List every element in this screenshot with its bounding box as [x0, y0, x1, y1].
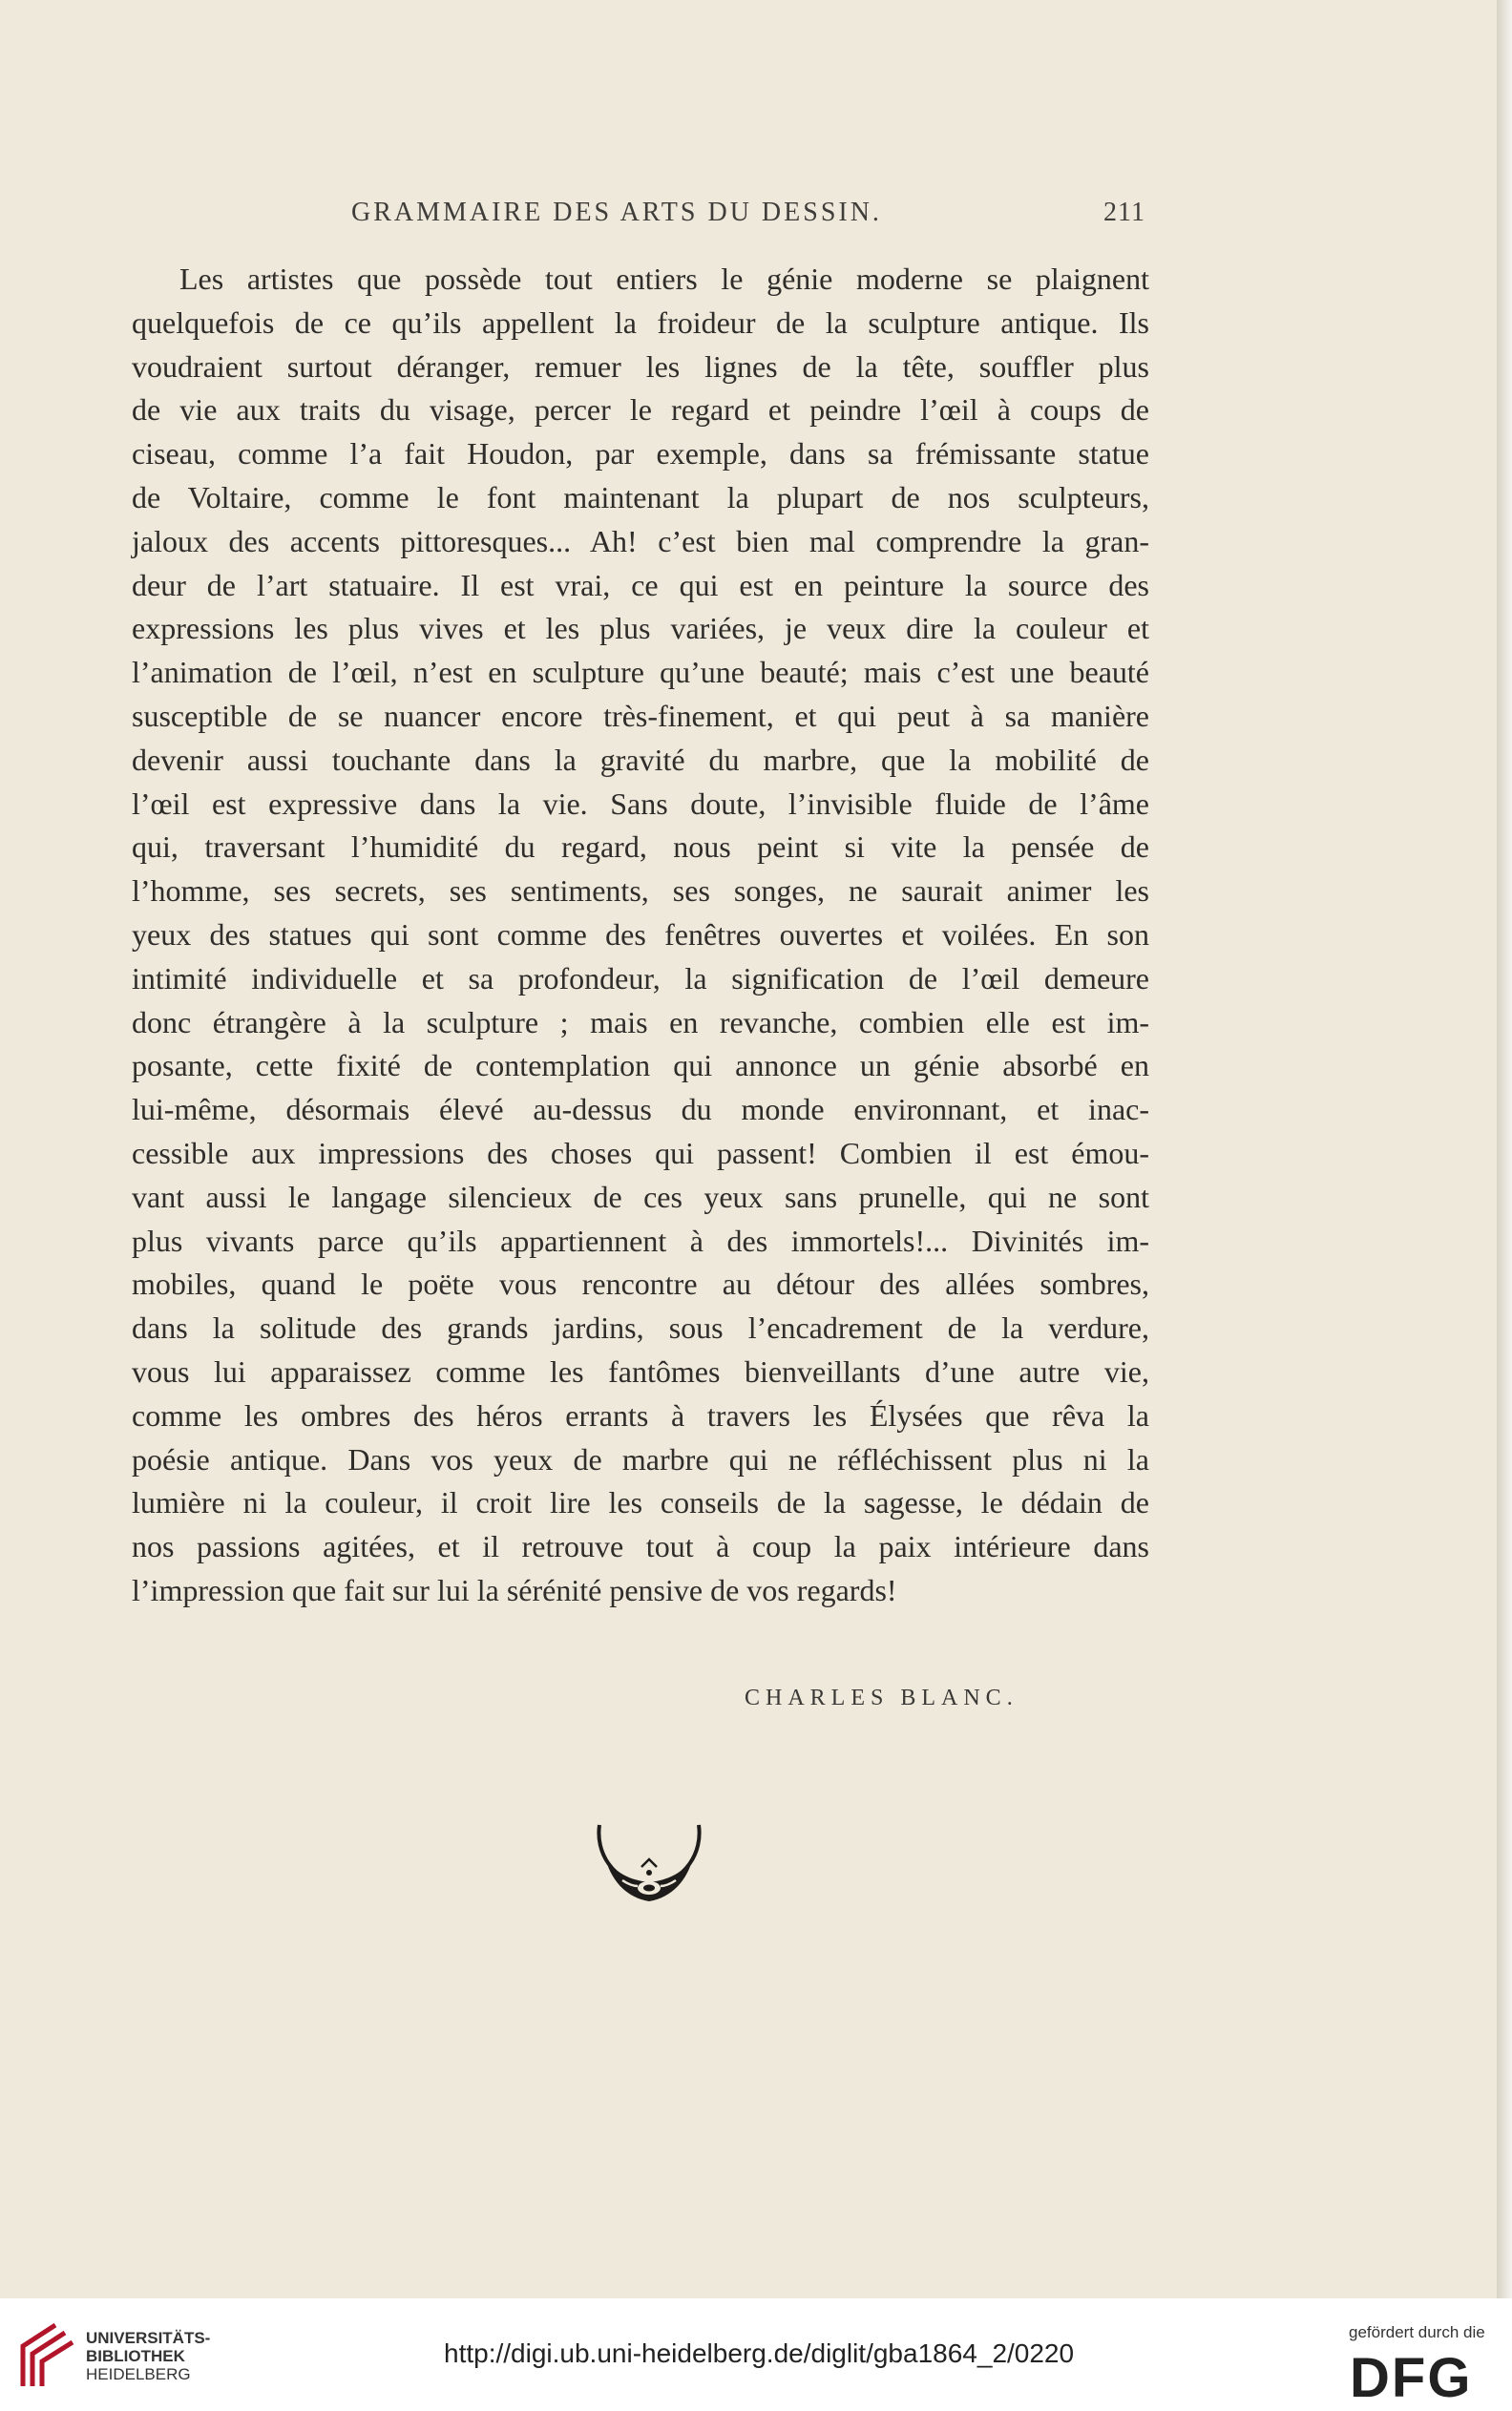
text-line: lumière ni la couleur, il croit lire les conseils de la sagesse, le dédain de	[132, 1485, 1149, 1520]
text-line: yeux des statues qui sont comme des fenêtres ouvertes et voilées. En son	[132, 916, 1149, 952]
footer-bar	[0, 2298, 1512, 2411]
text-line: de Voltaire, comme le font maintenant la plupart de nos sculpteurs,	[132, 479, 1149, 514]
text-line: susceptible de se nuancer encore très-finement, et qui peut à sa manière	[132, 698, 1149, 733]
running-head	[351, 198, 1145, 236]
permalink-url[interactable]: http://digi.ub.uni-heidelberg.de/diglit/gba1864_2/0220	[444, 2338, 1075, 2368]
university-name-line: UNIVERSITÄTS-	[86, 2329, 211, 2347]
text-line: l’œil est expressive dans la vie. Sans doute, l’invisible fluide de l’âme	[132, 786, 1149, 821]
page-number: 211	[1103, 198, 1145, 227]
text-line: lui-même, désormais élevé au-dessus du monde environnant, et inac-	[132, 1092, 1149, 1127]
text-line: dans la solitude des grands jardins, sous l’encadrement de la verdure,	[132, 1310, 1149, 1346]
tailpiece-ornament-icon	[592, 1813, 706, 1918]
text-line: l’animation de l’œil, n’est en sculpture qu’une beauté; mais c’est une beauté	[132, 655, 1149, 690]
dfg-logo: DFG	[1350, 2347, 1473, 2409]
text-line: poésie antique. Dans vos yeux de marbre qui ne réfléchissent plus ni la	[132, 1441, 1149, 1477]
text-line: l’impression que fait sur lui la sérénité pensive de vos regards!	[132, 1572, 897, 1607]
text-line: Les artistes que possède tout entiers le génie moderne se plaignent	[179, 262, 1149, 296]
text-line: vous lui apparaissez comme les fantômes bienveillants d’une autre vie,	[132, 1353, 1149, 1389]
text-line: intimité individuelle et sa profondeur, la signification de l’œil demeure	[132, 960, 1149, 996]
page-edge	[1497, 0, 1512, 2298]
text-line: cessible aux impressions des choses qui passent! Combien il est émou-	[132, 1135, 1149, 1170]
university-name-line: HEIDELBERG	[86, 2365, 191, 2383]
author-signature: CHARLES BLANC.	[745, 1686, 1018, 1710]
text-line: de vie aux traits du visage, percer le regard et peindre l’œil à coups de	[132, 392, 1149, 428]
running-head-title: GRAMMAIRE DES ARTS DU DESSIN.	[351, 198, 882, 227]
text-line: qui, traversant l’humidité du regard, nous peint si vite la pensée de	[132, 829, 1149, 865]
text-line: mobiles, quand le poëte vous rencontre au détour des allées sombres,	[132, 1267, 1149, 1302]
university-name-line: BIBLIOTHEK	[86, 2347, 185, 2365]
text-line: donc étrangère à la sculpture ; mais en revanche, combien elle est im-	[132, 1004, 1149, 1039]
text-line: plus vivants parce qu’ils appartiennent à des immortels!... Divinités im-	[132, 1223, 1149, 1258]
body-text	[132, 258, 1149, 1613]
text-line: ciseau, comme l’a fait Houdon, par exemple, dans sa frémissante statue	[132, 436, 1149, 472]
funded-by-label: gefördert durch die	[1349, 2323, 1485, 2341]
text-line: posante, cette fixité de contemplation qui annonce un génie absorbé en	[132, 1048, 1149, 1083]
text-line: comme les ombres des héros errants à travers les Élysées que rêva la	[132, 1397, 1149, 1433]
text-line: voudraient surtout déranger, remuer les lignes de la tête, souffler plus	[132, 348, 1149, 384]
text-line: l’homme, ses secrets, ses sentiments, ses songes, ne saurait animer les	[132, 873, 1149, 909]
text-line: devenir aussi touchante dans la gravité du marbre, que la mobilité de	[132, 742, 1149, 777]
university-logo-icon	[17, 2319, 76, 2390]
text-line: expressions les plus vives et les plus variées, je veux dire la couleur et	[132, 611, 1149, 646]
university-name	[86, 2329, 210, 2383]
text-line: nos passions agitées, et il retrouve tout à coup la paix intérieure dans	[132, 1529, 1149, 1564]
text-line: jaloux des accents pittoresques... Ah! c’est bien mal comprendre la gran-	[132, 523, 1149, 558]
text-line: vant aussi le langage silencieux de ces yeux sans prunelle, qui ne sont	[132, 1179, 1149, 1214]
text-line: deur de l’art statuaire. Il est vrai, ce qui est en peinture la source des	[132, 567, 1149, 602]
text-line: quelquefois de ce qu’ils appellent la froideur de la sculpture antique. Ils	[132, 304, 1149, 340]
